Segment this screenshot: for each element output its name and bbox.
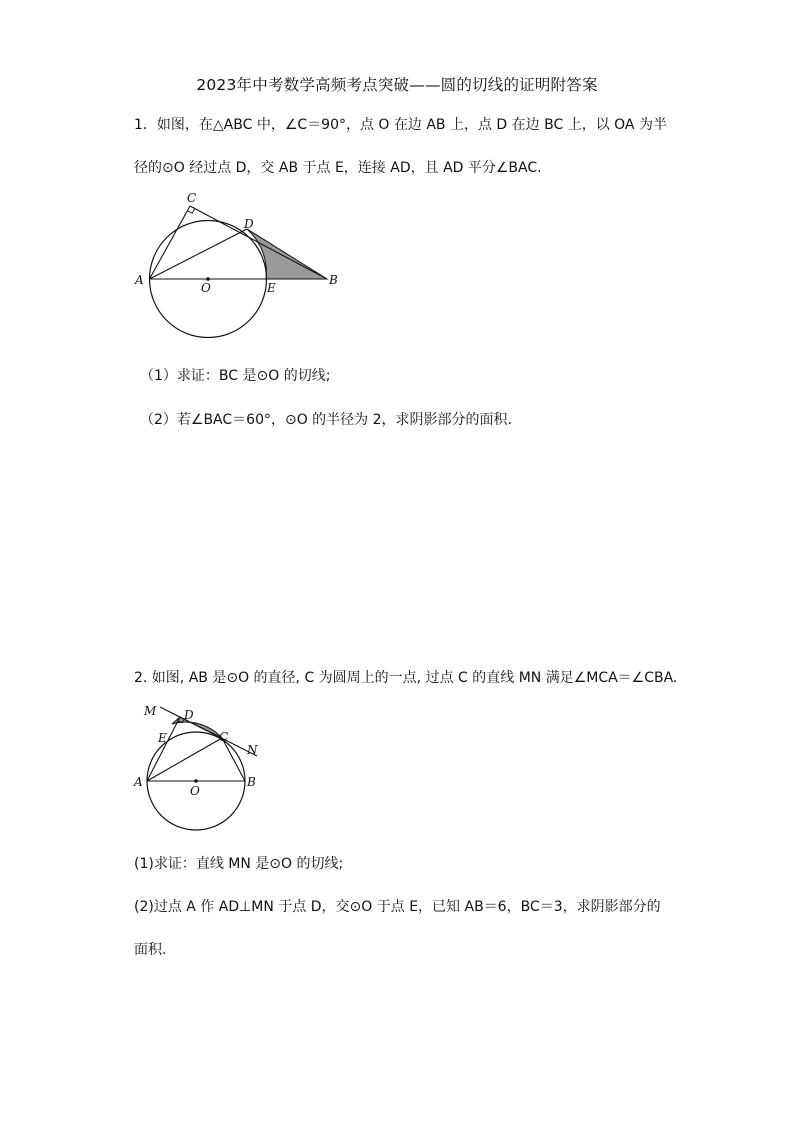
q1-label-c: C xyxy=(187,191,197,205)
q1-label-a: A xyxy=(135,273,144,287)
q1-geometry-figure xyxy=(130,188,350,348)
q1-label-e: E xyxy=(267,281,276,295)
q2-part2-line1: (2)过点 A 作 AD⊥MN 于点 D，交⊙O 于点 E，已知 AB＝6，BC＝3，求阴影部分的 xyxy=(134,899,661,915)
q2-label-d: D xyxy=(184,708,194,722)
page-title: 2023年中考数学高频考点突破——圆的切线的证明附答案 xyxy=(196,76,598,94)
q2-label-m: M xyxy=(144,704,157,718)
q1-label-b: B xyxy=(329,273,338,287)
q1-segment-cb xyxy=(190,206,327,279)
q2-stem-line1: 2. 如图, AB 是⊙O 的直径, C 为圆周上的一点, 过点 C 的直线 MN 满足∠MCA＝∠CBA. xyxy=(134,670,678,686)
q2-label-e: E xyxy=(158,731,167,745)
q2-part1: (1)求证：直线 MN 是⊙O 的切线; xyxy=(134,856,344,872)
q1-part2: （2）若∠BAC＝60°，⊙O 的半径为 2，求阴影部分的面积. xyxy=(140,412,512,428)
q2-line-mn xyxy=(160,707,257,756)
q2-label-a: A xyxy=(134,775,143,789)
q2-label-b: B xyxy=(247,775,256,789)
q1-stem-line1: 1．如图，在△ABC 中，∠C＝90°，点 O 在边 AB 上，点 D 在边 BC 上，以 OA 为半 xyxy=(134,117,667,133)
q1-shaded-region xyxy=(247,229,327,279)
q2-label-n: N xyxy=(247,743,258,757)
q1-segment-ad xyxy=(150,229,248,279)
q2-label-c: C xyxy=(219,730,229,744)
q2-center-dot xyxy=(194,779,198,783)
q1-part1: （1）求证：BC 是⊙O 的切线; xyxy=(140,368,331,384)
q2-geometry-figure xyxy=(130,697,280,832)
q2-label-o: O xyxy=(190,784,200,798)
q2-part2-line2: 面积. xyxy=(134,942,167,958)
q1-label-d: D xyxy=(244,217,254,231)
q1-label-o: O xyxy=(201,281,211,295)
q1-stem-line2: 径的⊙O 经过点 D，交 AB 于点 E，连接 AD，且 AD 平分∠BAC. xyxy=(134,160,542,176)
